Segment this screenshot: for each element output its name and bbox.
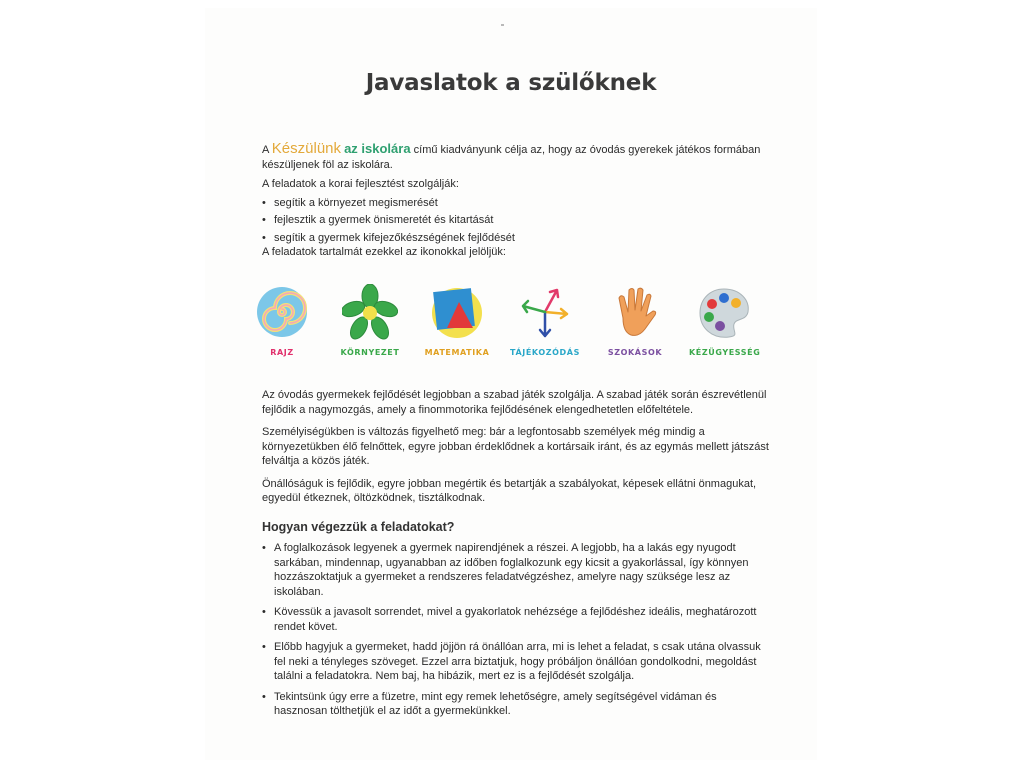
title-word-az-iskolara: az iskolára <box>344 141 411 156</box>
palette-icon <box>696 284 752 340</box>
shapes-icon <box>429 284 485 340</box>
how-heading: Hogyan végezzük a feladatokat? <box>262 520 455 534</box>
tasks-list <box>262 196 772 246</box>
intro-paragraph <box>262 142 772 172</box>
icon-rajz <box>247 284 317 357</box>
icon-label: MATEMATIKA <box>424 348 490 357</box>
icon-label: TÁJÉKOZÓDÁS <box>510 348 580 357</box>
tasks-line: A feladatok a korai fejlesztést szolgálják: <box>262 178 459 190</box>
title-word-keszulunk: Készülünk <box>271 140 342 157</box>
icon-label: KÖRNYEZET <box>340 348 400 357</box>
icon-kornyezet <box>335 284 405 357</box>
icon-kezugyesseg <box>689 284 759 357</box>
list-item: • A foglalkozások legyenek a gyermek napirendjének a részei. A legjobb, ha a lakás egy nyugodt sarkában, mindennap, ugyanabban az időben foglalkozunk egy kicsit a gyakorlással, így könnyen hozzászoktatjuk a gyermeket a rendszeres feladatvégzéshez, amelyre nagy szüksége lesz az iskolában. <box>262 541 772 599</box>
list-item: • Kövessük a javasolt sorrendet, mivel a gyakorlatok nehézsége a fejlődéshez ideális, meghatározott rendet követ. <box>262 605 772 634</box>
icons-line: A feladatok tartalmát ezekkel az ikonokkal jelöljük: <box>262 246 506 258</box>
page-title: Javaslatok a szülőknek <box>365 70 657 96</box>
flower-icon <box>342 284 398 340</box>
list-item: • Előbb hagyjuk a gyermeket, hadd jöjjön rá önállóan arra, mi is lehet a feladat, s csak utána olvassuk fel neki a tényleges szöveget. Ezzel arra biztatjuk, hogy próbáljon önállóan gondolkodni, megoldást találni a feladatokra. Nem baj, ha hibázik, mert ez is a fejlődését szolgálja. <box>262 640 772 684</box>
intro-rest: című kiadványunk célja az, hogy az óvodás gyerekek játékos formában készüljenek föl az iskolára. <box>262 144 761 171</box>
icon-label: SZOKÁSOK <box>607 348 663 357</box>
how-section <box>262 541 772 725</box>
list-item: • segítik a gyermek kifejezőkészségének fejlődését <box>262 231 772 246</box>
body-paragraph: Önállóságuk is fejlődik, egyre jobban megértik és betartják a szabályokat, képesek ellátni önmagukat, egyedül étkeznek, öltözködnek, tisztálkodnak. <box>262 477 757 504</box>
list-item: • segítik a környezet megismerését <box>262 196 772 211</box>
body-section <box>262 388 772 506</box>
icon-label: KÉZÜGYESSÉG <box>689 348 761 357</box>
icon-matematika <box>422 284 492 357</box>
icon-label: RAJZ <box>270 348 294 357</box>
how-list <box>262 541 772 719</box>
icon-szokasok <box>600 284 670 357</box>
body-paragraph: Az óvodás gyermekek fejlődését legjobban a szabad játék szolgálja. A szabad játék során észrevétlenül fejlődik a nagymozgás, amely a finommotorika fejlődésének elengedhetetlen előfeltétele. <box>262 389 767 416</box>
icon-tajekozodas <box>510 284 580 357</box>
scan-mark <box>501 24 504 26</box>
list-item: • Tekintsünk úgy erre a füzetre, mint egy remek lehetőségre, amely segítségével vidáman és hasznosan tölthetjük el az időt a gyermekünkkel. <box>262 690 772 719</box>
spiral-icon <box>254 284 310 340</box>
hand-icon <box>607 284 663 340</box>
icon-legend <box>257 284 782 364</box>
arrows-icon <box>517 284 573 340</box>
list-item: • fejlesztik a gyermek önismeretét és kitartását <box>262 213 772 228</box>
document-page <box>205 8 817 760</box>
intro-prefix: A <box>262 144 272 156</box>
body-paragraph: Személyiségükben is változás figyelhető meg: bár a legfontosabb személyek még mindig a környezetükben élő felnőttek, egyre jobban érdeklődnek a kortársaik iránt, és az egymás mellett játszást felváltja a közös játék. <box>262 426 769 467</box>
intro-section <box>262 142 772 260</box>
